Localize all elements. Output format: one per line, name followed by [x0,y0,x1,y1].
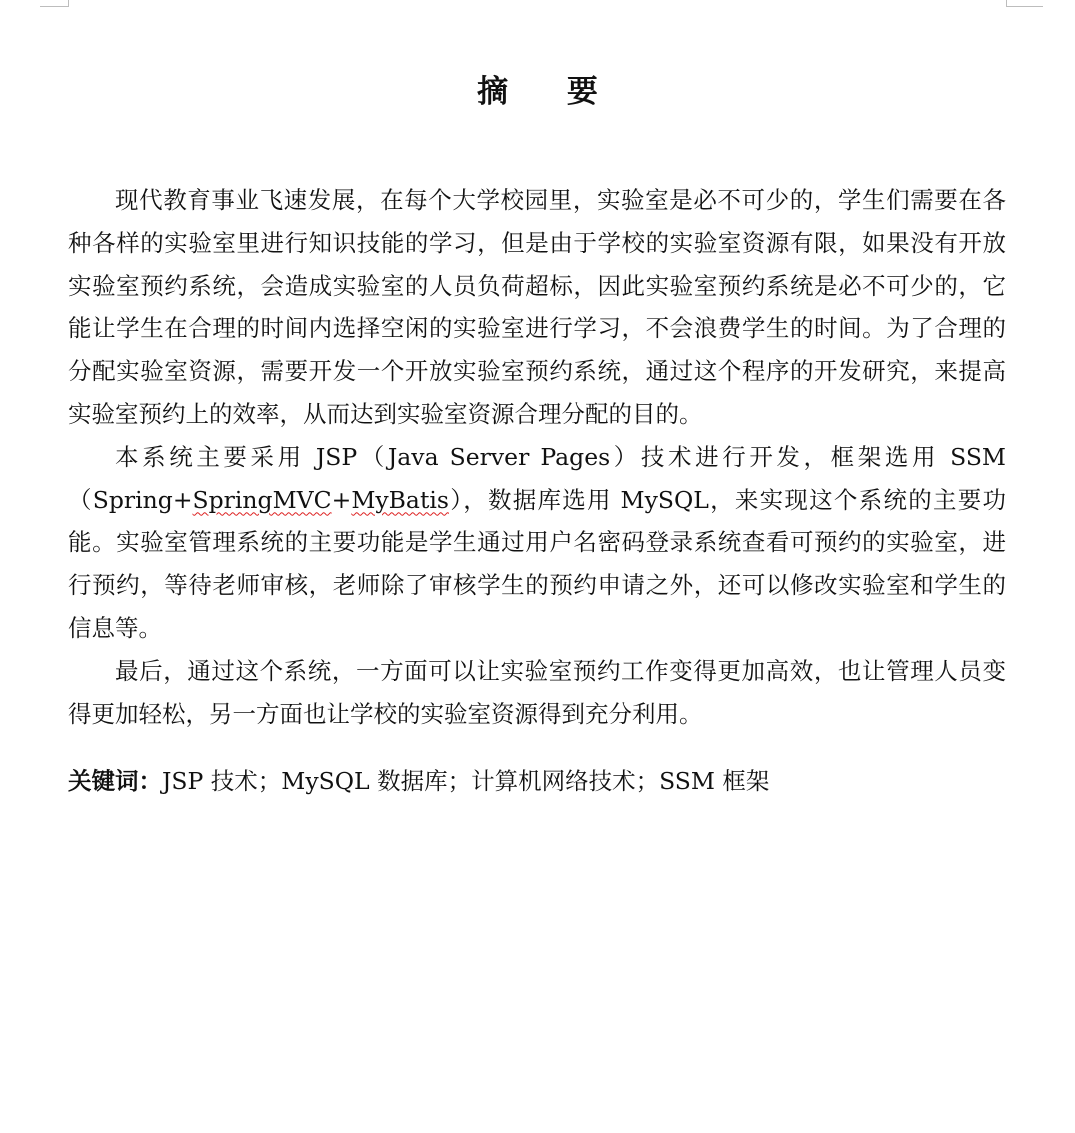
paragraph-2-text-b: + [331,485,352,514]
crop-mark-top-left [40,0,69,7]
abstract-body [68,179,1006,735]
abstract-title: 摘 要 [477,74,622,110]
abstract-paragraph-3: 最后，通过这个系统，一方面可以让实验室预约工作变得更加高效，也让管理人员变得更加轻松，另一方面也让学校的实验室资源得到充分利用。 [68,656,1006,728]
paragraph-2-text-c: ），数据库选用 MySQL，来实现这个系统的主要功能。实验室管理系统的主要功能是学生通过用户名密码登录系统查看可预约的实验室，进行预约，等待老师审核，老师除了审核学生的预约申请之外，还可以修改实验室和学生的信息等。 [68,485,1007,642]
crop-mark-top-right [1006,0,1043,7]
spellcheck-word-springmvc: SpringMVC [192,485,332,514]
keywords-line [68,761,1006,801]
abstract-paragraph-2 [68,436,1006,650]
abstract-paragraph-1: 现代教育事业飞速发展，在每个大学校园里，实验室是必不可少的，学生们需要在各种各样的实验室里进行知识技能的学习，但是由于学校的实验室资源有限，如果没有开放实验室预约系统，会造成实验室的人员负荷超标，因此实验室预约系统是必不可少的，它能让学生在合理的时间内选择空闲的实验室进行学习，不会浪费学生的时间。为了合理的分配实验室资源，需要开发一个开放实验室预约系统，通过这个程序的开发研究，来提高实验室预约上的效率，从而达到实验室资源合理分配的目的。 [68,186,1006,428]
keywords-text: JSP 技术；MySQL 数据库；计算机网络技术；SSM 框架 [162,767,770,795]
keywords-label: 关键词： [68,767,162,795]
paragraph-2-text-a: 本系统主要采用 JSP（Java Server Pages）技术进行开发，框架选用 SSM（Spring+ [68,442,1006,514]
spellcheck-word-mybatis: MyBatis [351,485,449,514]
